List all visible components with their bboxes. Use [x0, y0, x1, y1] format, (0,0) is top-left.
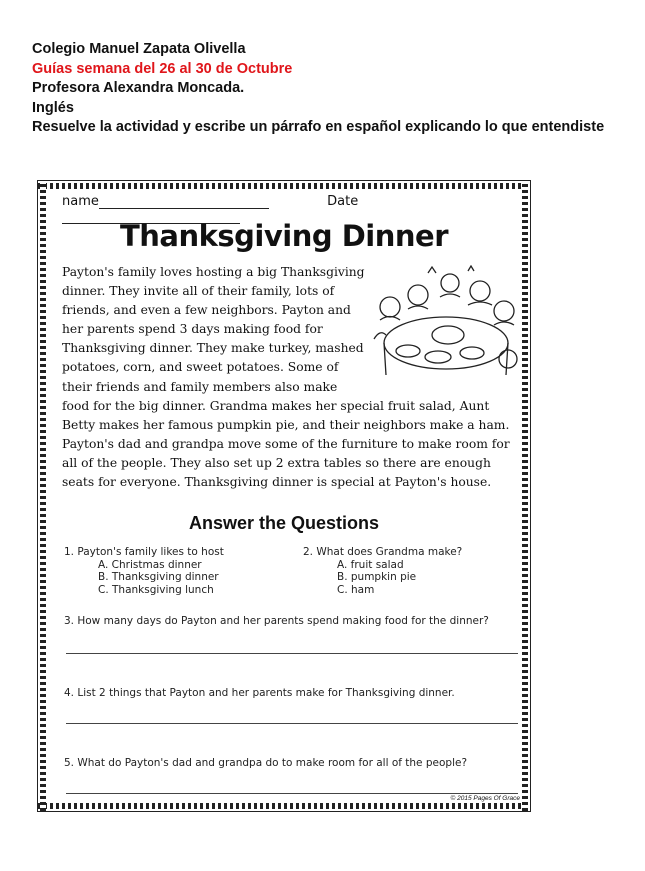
question-4-answer-line[interactable] — [66, 723, 518, 724]
story-line: food for the big dinner. Grandma makes her special fruit salad, Aunt — [62, 398, 490, 413]
copyright-notice: © 2015 Pages Of Grace — [450, 795, 520, 802]
name-field[interactable] — [99, 196, 269, 209]
question-3-answer-line[interactable] — [66, 653, 518, 654]
page-header — [32, 40, 622, 138]
border-decoration-bottom — [38, 803, 530, 809]
week-label: Guías semana del 26 al 30 de Octubre — [32, 60, 293, 77]
border-decoration-left — [40, 181, 46, 811]
story-line: all of the people. They also set up 2 extra tables so there are enough — [62, 455, 491, 470]
question-1-option[interactable]: B. Thanksgiving dinner — [98, 571, 219, 583]
question-2-option[interactable]: C. ham — [337, 583, 375, 596]
question-1-text: 1. Payton's family likes to host — [64, 546, 224, 558]
worksheet-title: Thanksgiving Dinner — [119, 219, 448, 253]
worksheet — [37, 180, 531, 812]
question-2-text: 2. What does Grandma make? — [303, 546, 463, 558]
question-5-answer-line[interactable] — [66, 793, 518, 794]
question-5-text: 5. What do Payton's dad and grandpa do to make room for all of the people? — [64, 757, 468, 769]
school-name: Colegio Manuel Zapata Olivella — [32, 41, 246, 57]
story-line: their friends and family members also make — [62, 379, 338, 394]
question-1-option[interactable]: C. Thanksgiving lunch — [98, 583, 214, 596]
story-line: dinner. They invite all of their family, lots of — [62, 284, 335, 299]
story-line: Payton's dad and grandpa move some of the furniture to make room for — [62, 436, 510, 451]
border-decoration-top — [38, 183, 530, 189]
question-2-option[interactable]: A. fruit salad — [337, 558, 404, 571]
teacher-name: Profesora Alexandra Moncada. — [32, 80, 245, 96]
story-line: Thanksgiving dinner. They make turkey, mashed — [62, 341, 364, 356]
subject-name: Inglés — [32, 99, 74, 116]
question-4-text: 4. List 2 things that Payton and her parents make for Thanksgiving dinner. — [64, 687, 455, 699]
story-text — [62, 263, 528, 492]
story-line: potatoes, corn, and sweet potatoes. Some of — [62, 360, 339, 375]
question-3-text: 3. How many days do Payton and her parents spend making food for the dinner? — [64, 615, 489, 627]
question-1-option[interactable]: A. Christmas dinner — [98, 558, 202, 571]
instruction-text: Resuelve la actividad y escribe un párrafo en español explicando lo que entendiste — [32, 119, 605, 135]
name-label: name — [62, 194, 99, 209]
story-line: Payton's family loves hosting a big Thanksgiving — [62, 265, 365, 279]
story-line: her parents spend 3 days making food for — [62, 322, 323, 337]
answer-questions-heading: Answer the Questions — [188, 513, 380, 533]
question-2 — [303, 546, 462, 596]
date-label: Date — [327, 194, 359, 209]
question-2-option[interactable]: B. pumpkin pie — [337, 571, 417, 583]
story-line: friends, and even a few neighbors. Payton and — [62, 303, 351, 318]
question-1 — [64, 546, 224, 596]
story-line: Betty makes her famous pumpkin pie, and their neighbors make a ham. — [62, 417, 510, 432]
story-line: seats for everyone. Thanksgiving dinner is special at Payton's house. — [62, 475, 492, 490]
